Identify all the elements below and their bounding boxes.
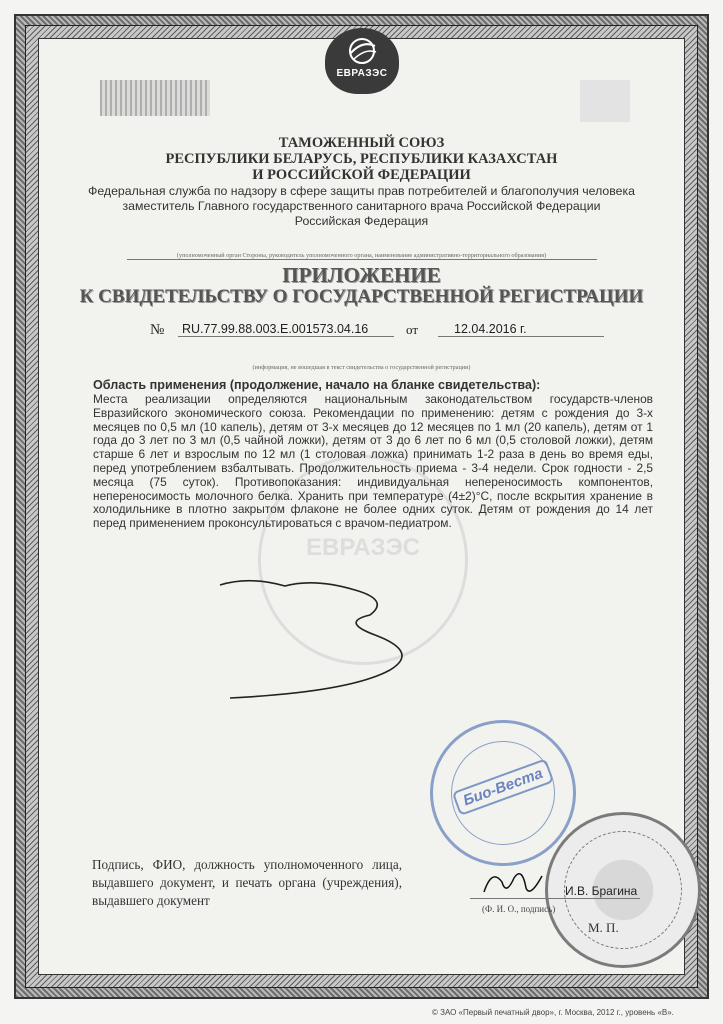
eurasec-emblem [325,28,399,94]
registration-number: RU.77.99.88.003.E.001573.04.16 [178,322,394,337]
registration-date: 12.04.2016 г. [438,322,604,337]
signature-label: Подпись, ФИО, должность уполномоченного лица, выдавшего документ, и печать органа (учреждения), выдавшего документ [92,857,402,908]
signatory-name: И.В. Брагина [565,884,638,898]
microtext-patch-left [100,80,210,116]
content-section [93,378,653,531]
registration-number-row [150,322,590,342]
number-label: № [150,322,165,338]
signature-line [470,898,640,899]
fio-caption: (Ф. И. О., подпись) [482,904,556,914]
union-title-line3: И РОССИЙСКОЙ ФЕДЕРАЦИИ [252,167,471,183]
authority-line2: заместитель Главного государственного санитарного врача Российской Федерации [122,199,601,213]
handwritten-scribble [190,570,450,710]
watermark-text: ЕВРАЗЭС [305,534,420,561]
union-title-line1: ТАМОЖЕННЫЙ СОЮЗ [278,135,445,151]
company-stamp-name: Био-Веста [452,758,555,816]
union-title-line2: РЕСПУБЛИКИ БЕЛАРУСЬ, РЕСПУБЛИКИ КАЗАХСТАН [165,151,558,167]
authority-line1: Федеральная служба по надзору в сфере защиты прав потребителей и благополучия человека [88,184,635,198]
document-subtitle: К СВИДЕТЕЛЬСТВУ О ГОСУДАРСТВЕННОЙ РЕГИСТРАЦИИ [79,286,644,307]
authority-caption: (уполномоченный орган Стороны, руководитель уполномоченного органа, наименование административно-территориального образования) [127,248,597,260]
registration-caption: (информация, не вошедшая в текст свидетельства о государственной регистрации) [252,364,471,371]
authority-line3: Российская Федерация [294,214,429,228]
seal-place-label: М. П. [588,920,619,935]
printer-footer: © ЗАО «Первый печатный двор», г. Москва, 2012 г., уровень «В». [432,1008,674,1017]
blank-patch-right [580,80,630,122]
date-label: от [406,322,419,337]
section-body: Места реализации определяются национальным законодательством государств-членов Евразийского экономического союза. Рекомендации по применению: детям с рождения до 3-х месяцев по 0,5 мл (10 капель), детям от 3-х месяцев до 12 месяцев по 1 мл (20 капель), детям от 1 года до 3 лет по 3 мл (0,5 чайной ложки), детям от 3 до 6 лет по 6 мл (0,5 столовой ложки), детям старше 6 лет и взрослым по 12 мл (1 столовая ложка) принимать 1-2 раза в день во время еды, перед употреблением взбалтывать. Продолжительность приема - 3-4 недели. Срок годности - 2,5 месяца (75 суток). Противопоказания: индивидуальная непереносимость компонентов, непереносимость молочного белка. Хранить при температуре (4±2)°С, после вскрытия хранение в холодильнике в плотно закрытом флаконе не более одних суток. Детям от рождения до 14 лет перед применением проконсультироваться с врачом-педиатром. [93,392,653,531]
emblem-label: ЕВРАЗЭС [336,68,388,79]
document-title: ПРИЛОЖЕНИЕ [282,263,441,287]
section-heading: Область применения (продолжение, начало на бланке свидетельства): [93,378,541,392]
globe-icon [345,36,379,66]
